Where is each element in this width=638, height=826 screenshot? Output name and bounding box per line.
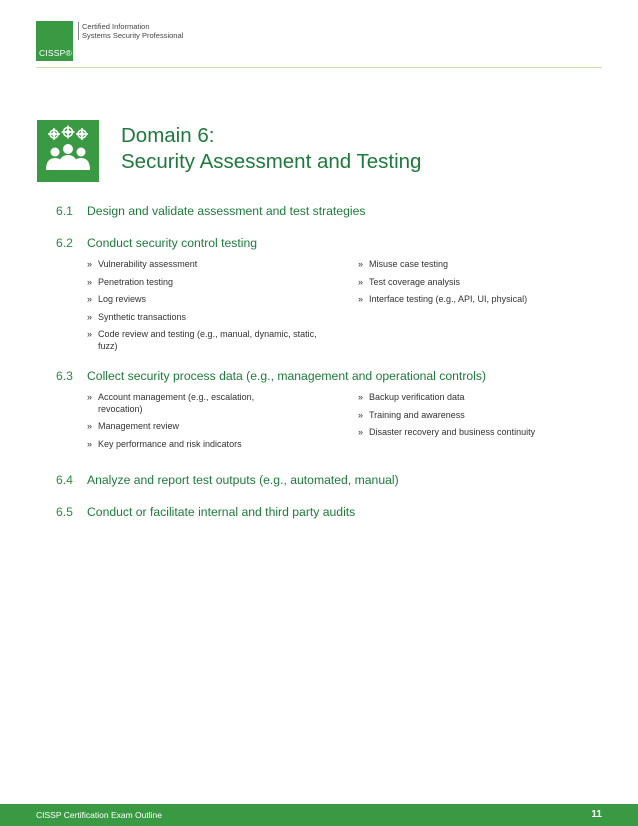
section-title: Design and validate assessment and test strategies — [87, 204, 366, 218]
bullet-list-6-3-left — [87, 392, 297, 456]
section-number: 6.2 — [56, 236, 73, 250]
domain-title-line1: Domain 6: — [121, 124, 215, 147]
section-number: 6.4 — [56, 473, 73, 487]
list-item-text: Misuse case testing — [369, 259, 449, 269]
list-item-text: Test coverage analysis — [369, 276, 461, 287]
section-number: 6.1 — [56, 204, 73, 218]
list-item-text: Vulnerability assessment — [98, 259, 198, 269]
logo-subtitle-line2: Systems Security Professional — [82, 31, 184, 40]
page-footer — [0, 804, 638, 826]
bullet-mark: » — [358, 294, 364, 304]
domain-title-line2: Security Assessment and Testing — [121, 150, 422, 173]
list-item-text: Training and awareness — [369, 409, 465, 420]
list-item — [87, 259, 332, 271]
logo-text: CISSP® — [39, 48, 72, 58]
bullet-list-6-2-left — [87, 259, 332, 358]
list-item-text: Synthetic transactions — [98, 311, 187, 322]
bullet-list-6-3-right — [358, 392, 598, 445]
bullet-mark: » — [358, 427, 364, 437]
bullet-mark: » — [87, 438, 93, 449]
list-item — [87, 329, 332, 352]
section-number: 6.5 — [56, 505, 73, 519]
bullet-mark: » — [87, 421, 93, 431]
list-item-text: Key performance and risk indicators — [98, 438, 242, 449]
footer-title: CISSP Certification Exam Outline — [36, 810, 162, 820]
section-title: Conduct or facilitate internal and third party audits — [87, 505, 356, 519]
logo-subtitle — [78, 22, 183, 40]
bullet-mark: » — [358, 392, 364, 402]
bullet-mark: » — [87, 392, 93, 402]
list-item-text: Management review — [98, 421, 180, 431]
bullet-mark: » — [87, 329, 93, 339]
list-item — [358, 392, 598, 404]
bullet-mark: » — [358, 276, 364, 287]
bullet-mark: » — [87, 276, 93, 287]
bullet-mark: » — [358, 259, 364, 269]
list-item — [87, 312, 332, 324]
list-item-text: Penetration testing — [98, 276, 174, 287]
list-item — [358, 277, 598, 289]
bullet-mark: » — [87, 311, 93, 322]
list-item — [358, 410, 598, 422]
list-item — [87, 439, 297, 451]
bullet-mark: » — [87, 259, 93, 269]
list-item — [87, 392, 297, 415]
bullet-mark: » — [87, 294, 93, 304]
bullet-mark: » — [358, 409, 364, 420]
list-item — [358, 427, 598, 439]
section-title: Collect security process data (e.g., management and operational controls) — [87, 369, 487, 383]
page-number: 11 — [591, 809, 602, 820]
section-title: Analyze and report test outputs (e.g., automated, manual) — [87, 473, 399, 487]
list-item-text: Backup verification data — [369, 392, 465, 402]
logo-subtitle-line1: Certified Information — [82, 22, 150, 31]
section-title: Conduct security control testing — [87, 236, 258, 250]
list-item — [87, 277, 332, 289]
list-item-text: Account management (e.g., escalation, revocation) — [98, 392, 255, 414]
list-item — [87, 421, 297, 433]
list-item — [87, 294, 332, 306]
list-item — [358, 294, 598, 306]
header-divider — [36, 67, 602, 68]
list-item-text: Interface testing (e.g., API, UI, physical) — [369, 294, 528, 304]
list-item-text: Disaster recovery and business continuity — [369, 427, 536, 437]
list-item-text: Code review and testing (e.g., manual, dynamic, static, fuzz) — [98, 329, 317, 351]
cissp-logo — [36, 21, 73, 61]
list-item-text: Log reviews — [98, 294, 147, 304]
gears-people-icon — [37, 120, 99, 182]
bullet-list-6-2-right — [358, 259, 598, 312]
domain-title — [121, 123, 421, 175]
list-item — [358, 259, 598, 271]
section-number: 6.3 — [56, 369, 73, 383]
